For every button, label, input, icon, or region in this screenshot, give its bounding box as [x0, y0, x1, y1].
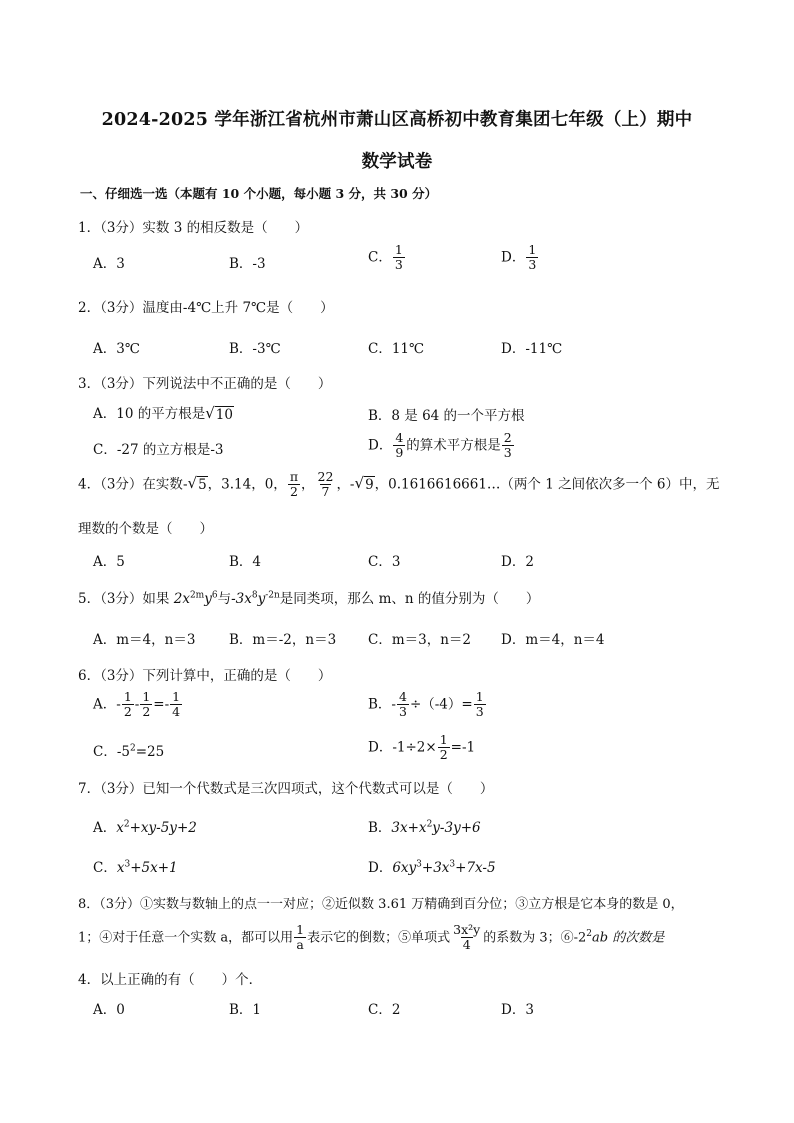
q5-term1-b: y — [204, 591, 212, 607]
q5-option-a[interactable]: A．m＝4，n＝3 — [93, 632, 196, 648]
q8-option-a[interactable]: A．0 — [93, 1002, 125, 1018]
q6-a-d2: 2 — [142, 704, 151, 720]
q8-option-c[interactable]: C．2 — [368, 1002, 401, 1018]
q4-stem-start: 4．（3分）在实数 — [78, 476, 183, 493]
q5-term1: 2x — [173, 591, 190, 607]
q7-d-end: +7x-5 — [455, 860, 496, 876]
q7-option-c[interactable] — [93, 856, 178, 876]
q6-b-d1: 3 — [398, 704, 407, 720]
q8-option-d[interactable]: D．3 — [501, 1002, 534, 1018]
q3-option-c[interactable]: C．-27 的立方根是-3 — [93, 442, 224, 458]
q3-a-sqrt: √ 10 — [205, 404, 233, 423]
q4-pi: π — [289, 469, 299, 484]
q1-d-prefix: D． — [501, 249, 526, 266]
q6-a-frac3 — [170, 690, 182, 720]
q7-b-1: 3x+x — [391, 820, 427, 836]
q7-a-sup: 2 — [123, 819, 130, 830]
q7-d-sup2: 3 — [449, 859, 456, 870]
q4-option-c[interactable]: C．3 — [368, 554, 401, 570]
q4-option-a[interactable]: A．5 — [93, 554, 125, 570]
q6-d-text: D．-1÷2× — [368, 739, 437, 756]
q5-stem-end: 是同类项，那么 m、n 的值分别为（ ） — [279, 591, 540, 607]
q7-option-d[interactable] — [368, 856, 496, 876]
q6-b-prefix: B． — [368, 696, 392, 713]
q7-c-sup: 3 — [124, 859, 131, 870]
question-4-stem — [78, 470, 719, 500]
q1-d-num: 1 — [528, 242, 537, 257]
q5-term2: -3x — [231, 591, 252, 607]
q6-d-frac — [438, 733, 450, 763]
q2-option-b[interactable]: B．-3℃ — [229, 341, 281, 357]
q8-reciprocal-frac — [294, 923, 306, 953]
q7-a-prefix: A． — [93, 820, 117, 836]
q3-d-fraction2 — [502, 431, 514, 461]
q7-option-b[interactable] — [368, 816, 481, 836]
q1-d-den: 3 — [528, 257, 537, 273]
exam-title-line1: 2024-2025 学年浙江省杭州市萧山区高桥初中教育集团七年级（上）期中 — [101, 110, 693, 130]
q6-a-minus: - — [134, 696, 140, 713]
q7-c-x: x — [116, 860, 125, 876]
q4-option-b[interactable]: B．4 — [229, 554, 262, 570]
q4-22-7-fraction — [316, 470, 336, 500]
q3-d-mid: 的算术平方根是 — [406, 437, 501, 454]
q4-sep: ， — [301, 476, 315, 493]
q8-frac-d: a — [296, 937, 304, 953]
q7-b-end: y-3y+6 — [432, 820, 481, 836]
q5-term1-sup2: 6 — [211, 590, 218, 601]
q3-option-b[interactable]: B．8 是 64 的一个平方根 — [368, 408, 525, 424]
q6-b-frac1 — [397, 690, 409, 720]
q6-a-frac1 — [122, 690, 134, 720]
q8-line2-b: 表示它的倒数；⑤单项式 — [307, 930, 451, 946]
q5-option-b[interactable]: B．m＝-2，n＝3 — [229, 632, 337, 648]
q6-b-frac2 — [474, 690, 486, 720]
q3-d-prefix: D． — [368, 437, 393, 454]
q4-pi-fraction — [288, 470, 300, 500]
q6-b-d2: 3 — [475, 704, 484, 720]
q3-a-radicand: 10 — [215, 407, 233, 423]
q6-a-eq: =- — [153, 696, 170, 713]
question-3-stem: 3．（3分）下列说法中不正确的是（ ） — [78, 376, 332, 392]
q4-stem-end: ，0.1616616661…（两个 1 之间依次多一个 6）中，无 — [374, 476, 720, 493]
q1-d-fraction — [526, 243, 538, 273]
q8-line2-a: 1；④对于任意一个实数 a，都可以用 — [78, 930, 294, 946]
q6-a-d1: 2 — [123, 704, 132, 720]
q7-d-sup1: 3 — [416, 859, 422, 870]
q7-d-1: 6xy — [392, 860, 417, 876]
q1-c-num: 1 — [394, 242, 403, 257]
q6-a-d3: 4 — [172, 704, 181, 720]
q6-a-prefix: A． — [93, 696, 117, 713]
question-8-line2 — [78, 923, 664, 953]
q5-term1-sup: 2m — [189, 590, 205, 601]
q6-d-n: 1 — [439, 732, 448, 747]
q5-term2-sup: 8 — [251, 590, 258, 601]
q7-c-end: +5x+1 — [130, 860, 178, 876]
q6-a-n1: 1 — [123, 689, 132, 704]
q8-line2-d: ab 的次数是 — [592, 930, 665, 946]
q7-d-2: +3x — [421, 860, 450, 876]
q3-d-num2: 2 — [503, 430, 512, 445]
question-2-stem: 2．（3分）温度由-4℃上升 7℃是（ ） — [78, 300, 334, 316]
q1-option-c[interactable] — [368, 243, 406, 273]
q6-c-sup: 2 — [129, 743, 136, 754]
q3-d-fraction1 — [393, 431, 405, 461]
q6-b-n2: 1 — [475, 689, 484, 704]
q2-option-c[interactable]: C．11℃ — [368, 341, 425, 357]
q6-c-text: C．-5 — [93, 744, 130, 760]
q7-b-sup: 2 — [426, 819, 433, 830]
q3-a-text: A．10 的平方根是 — [93, 406, 206, 422]
question-8-line3: 4．以上正确的有（ ）个． — [78, 972, 263, 988]
q2-option-a[interactable]: A．3℃ — [93, 341, 140, 357]
q4-pi-den: 2 — [289, 484, 298, 500]
q4-neg2: ，- — [336, 476, 355, 493]
q2-option-d[interactable]: D．-11℃ — [501, 341, 563, 357]
q1-option-b[interactable]: B．-3 — [229, 256, 266, 272]
q7-c-prefix: C． — [93, 860, 117, 876]
section-heading: 一、仔细选一选（本题有 10 个小题，每小题 3 分，共 30 分） — [80, 186, 438, 201]
question-6-stem: 6．（3分）下列计算中，正确的是（ ） — [78, 668, 332, 684]
question-4-line2: 理数的个数是（ ） — [78, 521, 213, 537]
q7-b-prefix: B． — [368, 820, 392, 836]
q4-f-num: 22 — [317, 469, 334, 484]
q3-d-num1: 4 — [395, 430, 404, 445]
q5-term2-sup2: -2n — [265, 590, 280, 601]
q5-term2-b: y — [257, 591, 266, 607]
q7-option-a[interactable] — [93, 816, 197, 836]
q8-mono-n: 3x²y — [453, 922, 481, 937]
q7-a-x: x — [116, 820, 124, 836]
q6-a-neg: - — [116, 696, 121, 713]
question-8-line1: 8．（3分）①实数与数轴上的点一一对应；②近似数 3.61 万精确到百分位；③立方根是它本身的数是 0， — [78, 897, 684, 912]
q1-c-fraction — [393, 243, 405, 273]
question-7-stem: 7．（3分）已知一个代数式是三次四项式，这个代数式可以是（ ） — [78, 781, 494, 797]
q6-b-neg: - — [391, 696, 396, 713]
q6-a-n3: 1 — [172, 689, 181, 704]
q6-c-end: =25 — [135, 744, 165, 760]
q6-option-a[interactable] — [93, 690, 183, 720]
q4-option-d[interactable]: D．2 — [501, 554, 534, 570]
q6-a-frac2 — [140, 690, 152, 720]
q8-monomial-frac — [451, 923, 482, 953]
q6-option-b[interactable] — [368, 690, 487, 720]
q7-a-end: +xy-5y+2 — [129, 820, 197, 836]
q4-radicand1: 5 — [198, 477, 207, 494]
q8-line2-c: 的系数为 3；⑥-2 — [483, 930, 587, 946]
exam-title-line2: 数学试卷 — [361, 152, 433, 172]
q6-d-d: 2 — [439, 747, 448, 763]
q8-line2-sup: 2 — [586, 929, 593, 940]
q7-d-prefix: D． — [368, 860, 393, 876]
q6-a-n2: 1 — [142, 689, 151, 704]
q6-b-mid: ÷（-4）= — [409, 696, 473, 713]
q3-d-den2: 3 — [503, 445, 512, 461]
q6-b-n1: 4 — [398, 689, 407, 704]
q4-f-den: 7 — [321, 484, 330, 500]
q3-option-d[interactable] — [368, 431, 515, 461]
question-1-stem: 1．（3分）实数 3 的相反数是（ ） — [78, 220, 309, 236]
q1-c-prefix: C． — [368, 249, 392, 266]
q5-option-d[interactable]: D．m＝4，n＝4 — [501, 632, 605, 648]
q8-frac-n: 1 — [296, 922, 305, 937]
q6-d-end: =-1 — [450, 739, 476, 756]
q4-sqrt5: √ 5 — [187, 474, 207, 494]
q4-list-mid: ，3.14，0， — [207, 476, 287, 493]
q6-option-d[interactable] — [368, 733, 475, 763]
question-5-stem — [78, 587, 539, 607]
q1-option-a[interactable]: A．3 — [93, 256, 125, 272]
q4-neg: - — [182, 476, 188, 493]
q4-sqrt9: √ 9 — [354, 474, 374, 494]
q6-option-c[interactable] — [93, 740, 164, 760]
q5-stem-start: 5．（3分）如果 — [78, 591, 174, 607]
q5-option-c[interactable]: C．m＝3，n＝2 — [368, 632, 472, 648]
q3-d-den1: 9 — [395, 445, 404, 461]
q5-connector: 与 — [217, 591, 232, 607]
q8-mono-d: 4 — [462, 937, 471, 953]
q8-option-b[interactable]: B．1 — [229, 1002, 262, 1018]
q3-option-a[interactable] — [93, 402, 234, 423]
q4-radicand2: 9 — [365, 477, 374, 494]
q1-option-d[interactable] — [501, 243, 539, 273]
q1-c-den: 3 — [394, 257, 403, 273]
